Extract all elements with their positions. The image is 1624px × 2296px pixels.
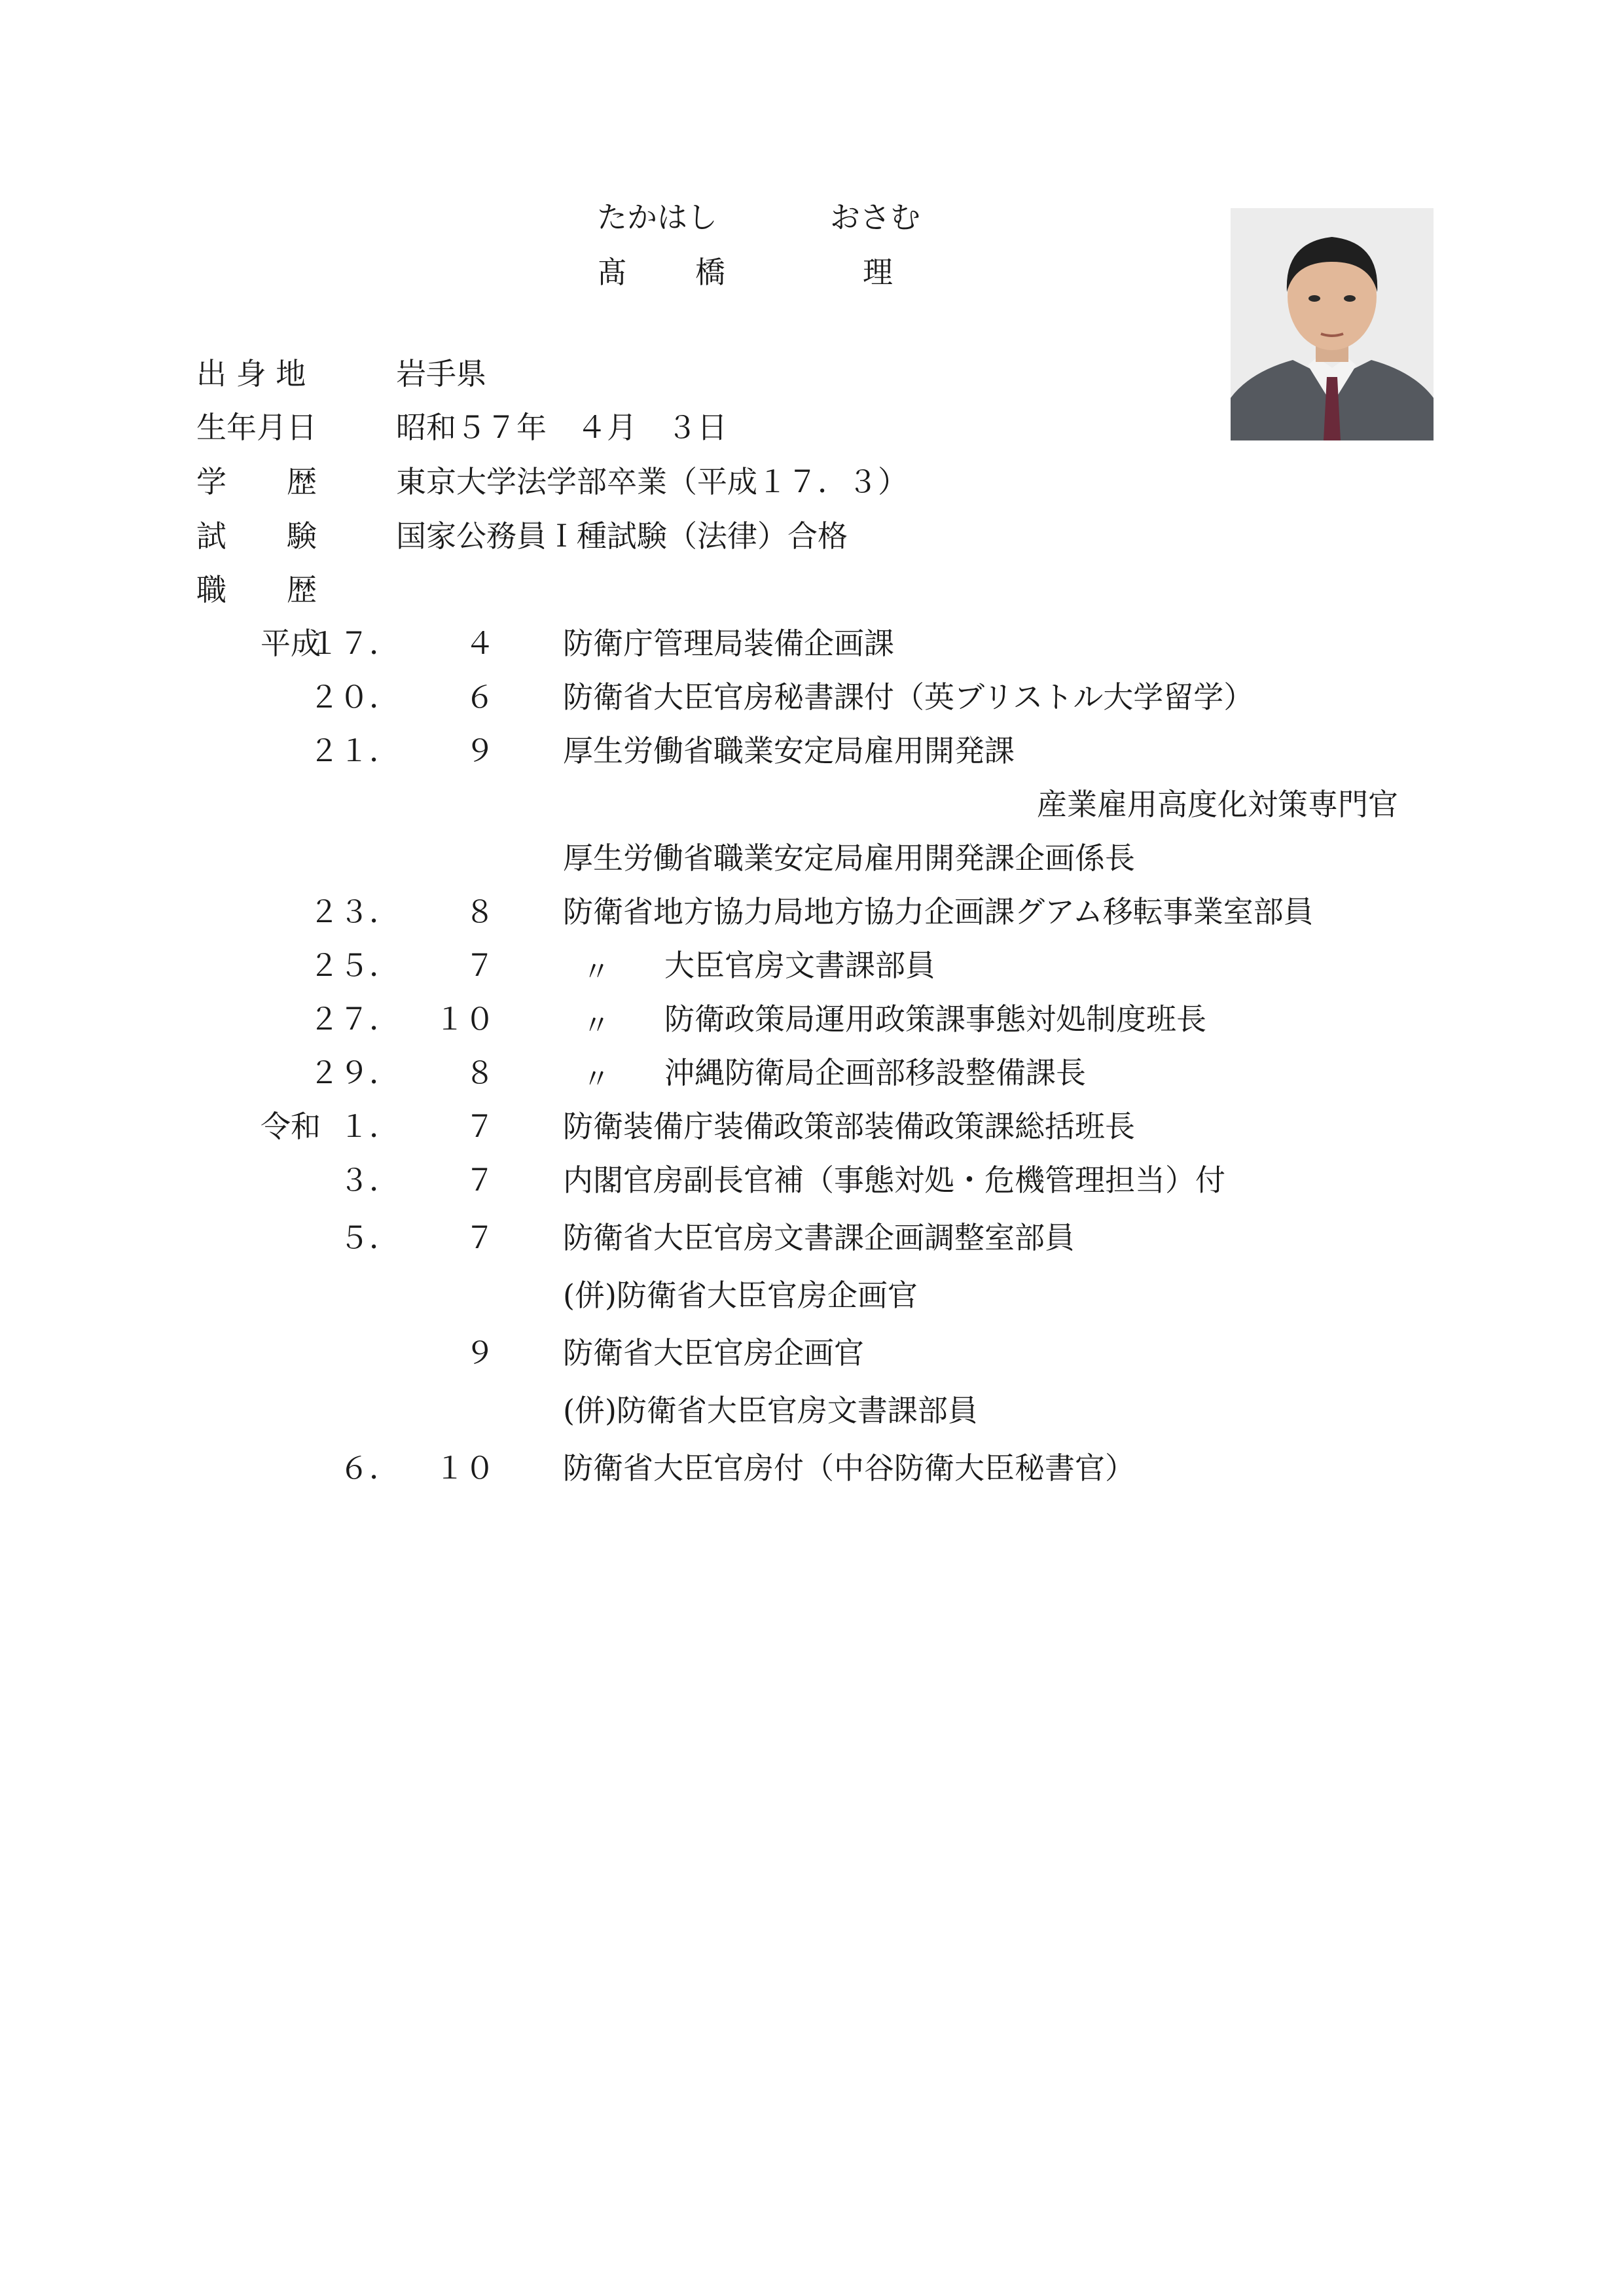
career-description: (併)防衛省大臣官房文書課部員 bbox=[563, 1393, 978, 1428]
ditto-mark: 〃 bbox=[583, 956, 611, 988]
career-month: １０ bbox=[435, 1450, 495, 1486]
career-description: 防衛省大臣官房企画官 bbox=[563, 1335, 864, 1371]
career-era: 令和 bbox=[261, 1109, 321, 1144]
career-month: ７ bbox=[465, 1220, 495, 1255]
family-name-char-2: 橋 bbox=[695, 255, 725, 290]
career-year: ２９． bbox=[309, 1055, 399, 1090]
career-month: ７ bbox=[465, 1162, 495, 1198]
career-description: 防衛省大臣官房秘書課付（英ブリストル大学留学） bbox=[563, 679, 1254, 715]
value-education: 東京大学法学部卒業（平成１７．３） bbox=[396, 464, 908, 499]
career-year: １． bbox=[339, 1109, 399, 1144]
career-month: ９ bbox=[465, 1335, 495, 1371]
label-birthplace: 出 身 地 bbox=[196, 356, 306, 391]
career-month: １０ bbox=[435, 1001, 495, 1037]
career-description: (併)防衛省大臣官房企画官 bbox=[563, 1278, 918, 1313]
career-description: 防衛庁管理局装備企画課 bbox=[563, 626, 894, 661]
career-month: ９ bbox=[465, 733, 495, 768]
label-career: 職 歴 bbox=[196, 572, 317, 607]
career-description: 沖縄防衛局企画部移設整備課長 bbox=[664, 1055, 1086, 1090]
label-exam: 試 験 bbox=[196, 518, 317, 554]
ditto-mark: 〃 bbox=[583, 1063, 611, 1095]
career-description: 厚生労働省職業安定局雇用開発課 bbox=[563, 733, 1015, 768]
career-year: ２１． bbox=[309, 733, 399, 768]
career-description: 防衛政策局運用政策課事態対処制度班長 bbox=[664, 1001, 1206, 1037]
career-month: ４ bbox=[465, 626, 495, 661]
career-description: 防衛省大臣官房付（中谷防衛大臣秘書官） bbox=[563, 1450, 1135, 1486]
label-education: 学 歴 bbox=[196, 464, 317, 499]
career-month: ７ bbox=[465, 1109, 495, 1144]
ditto-mark: 〃 bbox=[583, 1009, 611, 1041]
value-exam: 国家公務員Ｉ種試験（法律）合格 bbox=[396, 518, 848, 554]
career-era: 平成 bbox=[261, 626, 321, 661]
career-description: 大臣官房文書課部員 bbox=[664, 948, 935, 983]
career-description: 防衛省地方協力局地方協力企画課グアム移転事業室部員 bbox=[563, 894, 1314, 929]
value-birthplace: 岩手県 bbox=[396, 356, 486, 391]
career-month: ８ bbox=[465, 894, 495, 929]
career-description: 防衛装備庁装備政策部装備政策課総括班長 bbox=[563, 1109, 1135, 1144]
furigana-given: おさむ bbox=[830, 200, 920, 235]
career-description: 防衛省大臣官房文書課企画調整室部員 bbox=[563, 1220, 1075, 1255]
career-month: ７ bbox=[465, 948, 495, 983]
career-month: ６ bbox=[465, 679, 495, 715]
portrait-photo bbox=[1231, 208, 1434, 440]
career-year: ６． bbox=[339, 1450, 399, 1486]
label-birthdate: 生年月日 bbox=[196, 410, 317, 445]
family-name-char-1: 髙 bbox=[597, 255, 627, 290]
career-month: ８ bbox=[465, 1055, 495, 1090]
furigana-family: たかはし bbox=[597, 200, 717, 235]
value-birthdate: 昭和５７年 ４月 ３日 bbox=[396, 410, 727, 445]
career-year: ２３． bbox=[309, 894, 399, 929]
career-year: ２７． bbox=[309, 1001, 399, 1037]
career-description: 産業雇用高度化対策専門官 bbox=[1037, 787, 1398, 822]
career-year: ２５． bbox=[309, 948, 399, 983]
career-year: ２０． bbox=[309, 679, 399, 715]
career-year: ３． bbox=[339, 1162, 399, 1198]
career-description: 厚生労働省職業安定局雇用開発課企画係長 bbox=[563, 840, 1135, 876]
given-name: 理 bbox=[863, 255, 893, 290]
career-description: 内閣官房副長官補（事態対処・危機管理担当）付 bbox=[563, 1162, 1225, 1198]
career-year: ５． bbox=[339, 1220, 399, 1255]
career-year: １７． bbox=[309, 626, 399, 661]
